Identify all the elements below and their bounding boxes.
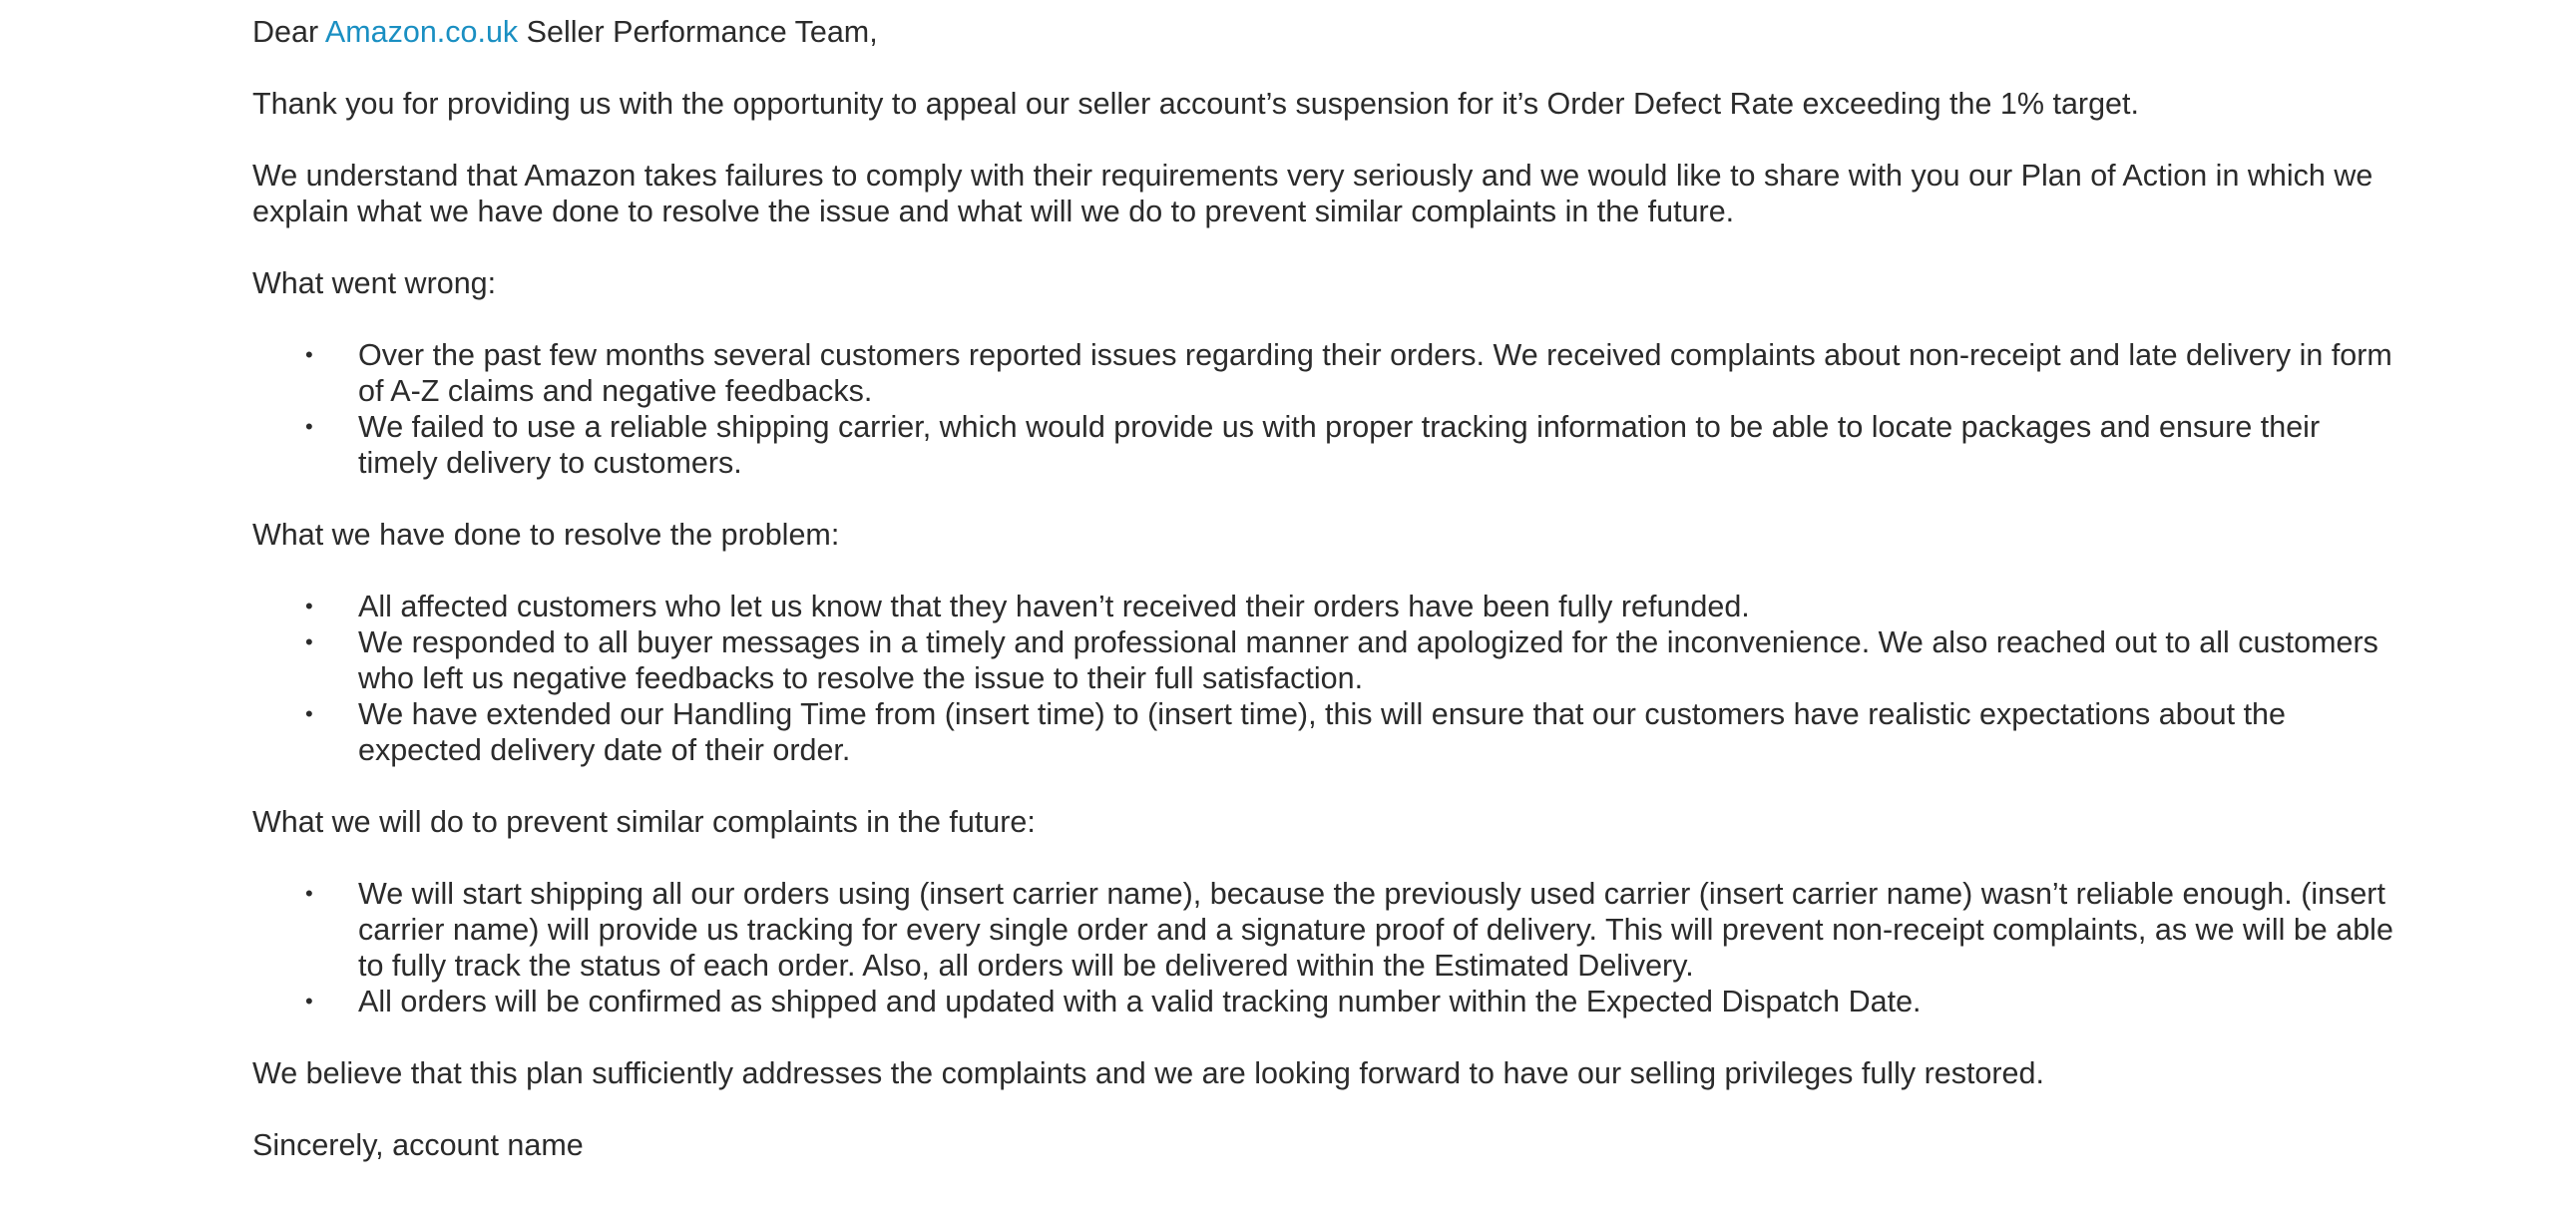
list-item (252, 409, 2397, 481)
understanding-paragraph: We understand that Amazon takes failures to comply with their requirements very seriously and we would like to share with you our Plan of Action in which we explain what we have done to resolve the issue and what will we do to prevent similar complaints in the future. (252, 159, 2373, 228)
list-item (252, 589, 2397, 624)
section-heading-what-went-wrong: What went wrong: (252, 266, 497, 300)
greeting-line (252, 14, 2397, 50)
list-item (252, 696, 2397, 768)
bullet-icon: • (305, 629, 313, 654)
resolved-list (252, 589, 2397, 768)
closing-paragraph: We believe that this plan sufficiently addresses the complaints and we are looking forward to have our selling privileges fully restored. (252, 1056, 2044, 1090)
what-went-wrong-list (252, 337, 2397, 481)
list-item-text: We will start shipping all our orders using (insert carrier name), because the previously used carrier (insert carrier name) wasn’t reliable enough. (insert carrier name) will provide us tracking for every single order and a signature proof of delivery. This will prevent non-receipt complaints, as we will be able to fully track the status of each order. Also, all orders will be delivered within the Estimated Delivery. (358, 877, 2393, 983)
list-item (252, 984, 2397, 1019)
list-item-text: All orders will be confirmed as shipped and updated with a valid tracking number within the Expected Dispatch Date. (358, 985, 1922, 1018)
greeting-suffix: Seller Performance Team, (518, 15, 878, 49)
greeting-prefix: Dear (252, 15, 325, 49)
list-item-text: We responded to all buyer messages in a timely and professional manner and apologized for the inconvenience. We also reached out to all customers who left us negative feedbacks to resolve the issue to their full satisfaction. (358, 625, 2378, 695)
list-item (252, 337, 2397, 409)
list-item-text: We failed to use a reliable shipping carrier, which would provide us with proper tracking information to be able to locate packages and ensure their timely delivery to customers. (358, 410, 2321, 480)
intro-paragraph: Thank you for providing us with the opportunity to appeal our seller account’s suspension for it’s Order Defect Rate exceeding the 1% target. (252, 87, 2139, 121)
list-item-text: We have extended our Handling Time from (insert time) to (insert time), this will ensure that our customers have realistic expectations about the expected delivery date of their order. (358, 697, 2286, 767)
bullet-icon: • (305, 881, 313, 906)
section-heading-prevention: What we will do to prevent similar complaints in the future: (252, 805, 1036, 839)
bullet-icon: • (305, 701, 313, 726)
amazon-link[interactable]: Amazon.co.uk (324, 15, 519, 49)
bullet-icon: • (305, 594, 313, 618)
bullet-icon: • (305, 414, 313, 439)
list-item-text: Over the past few months several customers reported issues regarding their orders. We received complaints about non-receipt and late delivery in form of A-Z claims and negative feedbacks. (358, 338, 2392, 408)
bullet-icon: • (305, 342, 313, 367)
prevention-list (252, 876, 2397, 1019)
letter-body (252, 14, 2397, 1199)
section-heading-resolved: What we have done to resolve the problem: (252, 518, 840, 552)
list-item-text: All affected customers who let us know that they haven’t received their orders have been fully refunded. (358, 590, 1750, 623)
list-item (252, 876, 2397, 984)
list-item (252, 624, 2397, 696)
bullet-icon: • (305, 989, 313, 1013)
signature-line: Sincerely, account name (252, 1128, 584, 1162)
